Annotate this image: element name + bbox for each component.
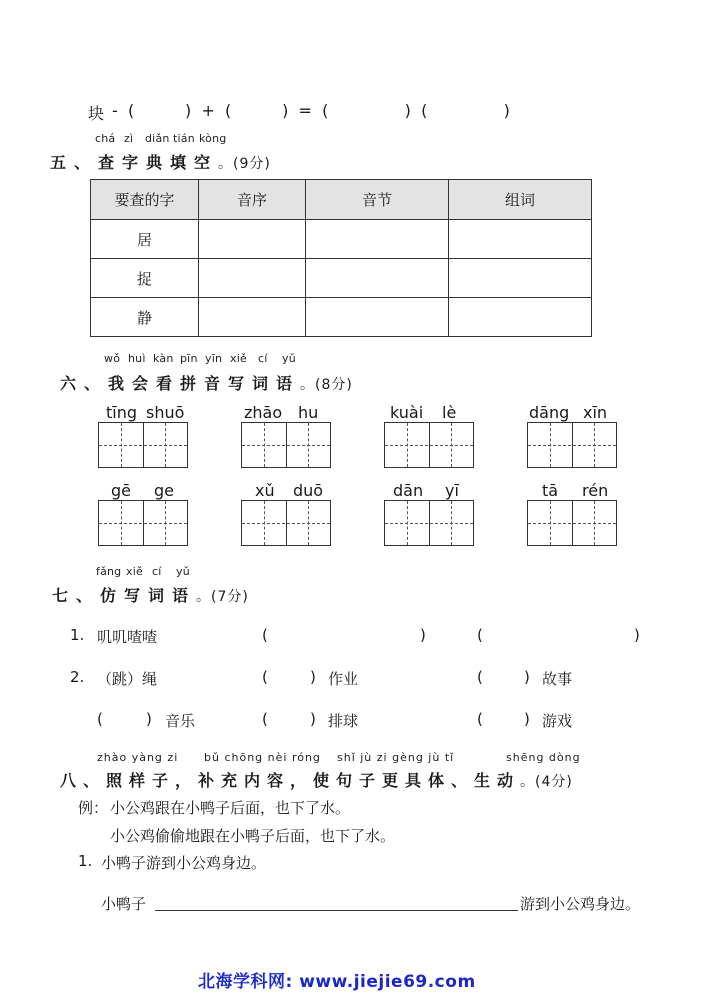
word-pinyin: lè	[442, 403, 457, 422]
s7-q2-example: （跳）绳	[97, 670, 158, 688]
s8-q1-number: 1.	[78, 852, 93, 870]
s8-number: 八、	[60, 771, 107, 790]
word-pinyin: duō	[293, 481, 324, 500]
writing-grid[interactable]	[384, 422, 474, 468]
answer-cell[interactable]	[199, 298, 306, 337]
s7-word: 排球	[328, 712, 359, 730]
paren-open: (	[97, 710, 103, 728]
s5-pinyin-1: zì	[124, 132, 134, 145]
s8-pinyin-3: shēng dòng	[506, 751, 581, 764]
s8-pinyin-1: bǔ chōng nèi róng	[204, 751, 321, 764]
word-pinyin: xǔ	[255, 481, 275, 500]
s7-word: 游戏	[542, 712, 573, 730]
s7-q1-example: 叽叽喳喳	[97, 628, 158, 646]
paren-close: )	[310, 668, 316, 686]
s6-pinyin-3: pīn	[180, 352, 198, 365]
s8-q1-sentence: 小鸭子游到小公鸡身边。	[101, 854, 267, 872]
writing-grid[interactable]	[98, 500, 188, 546]
word-pinyin: rén	[582, 481, 609, 500]
s6-pinyin-6: cí	[258, 352, 268, 365]
answer-blank-line[interactable]	[155, 910, 518, 911]
s7-word: 音乐	[165, 712, 196, 730]
table-header: 要查的字	[91, 180, 199, 220]
paren-close: )	[310, 710, 316, 728]
example-sentence-2: 小公鸡偷偷地跟在小鸭子后面，也下了水。	[110, 827, 396, 845]
s5-heading	[50, 150, 271, 173]
s5-pinyin-4: kòng	[199, 132, 227, 145]
table-row	[91, 259, 592, 298]
writing-grid[interactable]	[527, 500, 617, 546]
table-cell-char: 捉	[91, 259, 199, 298]
s8-title: 照样子，补充内容，使句子更具体、生动	[106, 771, 521, 790]
paren-open: (	[477, 710, 483, 728]
kuai-char: 块	[88, 104, 105, 123]
s5-title: 查字典填空	[98, 153, 219, 172]
s7-title: 仿写词语	[100, 586, 197, 605]
table-row	[91, 220, 592, 259]
word-pinyin: gē	[111, 481, 131, 500]
paren-close: )	[146, 710, 152, 728]
answer-cell[interactable]	[306, 298, 449, 337]
s7-number: 七、	[52, 586, 101, 605]
paren-close: )	[634, 626, 640, 644]
answer-cell[interactable]	[199, 259, 306, 298]
paren-open: (	[262, 710, 268, 728]
s7-word: 故事	[542, 670, 573, 688]
paren-open: (	[262, 668, 268, 686]
word-pinyin: tā	[542, 481, 559, 500]
s6-pinyin-5: xiě	[230, 352, 247, 365]
s5-number: 五、	[50, 153, 99, 172]
s6-pinyin-0: wǒ	[104, 352, 121, 365]
s7-pinyin-0: fǎng	[96, 565, 122, 578]
word-pinyin: yī	[445, 481, 459, 500]
s5-pinyin-2: diǎn	[145, 132, 170, 145]
s6-title: 我会看拼音写词语	[108, 374, 301, 393]
answer-cell[interactable]	[306, 220, 449, 259]
word-pinyin: dān	[393, 481, 424, 500]
s8-points: 。(4分)	[520, 774, 573, 790]
s7-heading	[52, 583, 249, 606]
footer-watermark: 北海学科网: www.jiejie69.com	[198, 972, 476, 992]
word-pinyin: hu	[298, 403, 319, 422]
s8-heading	[60, 768, 573, 791]
s7-pinyin-3: yǔ	[176, 565, 190, 578]
s7-points: 。(7分)	[196, 589, 249, 605]
s6-pinyin-2: kàn	[153, 352, 174, 365]
word-pinyin: shuō	[146, 403, 185, 422]
answer-cell[interactable]	[449, 259, 592, 298]
paren-open: (	[477, 668, 483, 686]
s6-heading	[60, 371, 353, 394]
paren-open: (	[262, 626, 268, 644]
s5-points: 。(9分)	[218, 156, 271, 172]
table-row	[91, 298, 592, 337]
writing-grid[interactable]	[241, 500, 331, 546]
writing-grid[interactable]	[241, 422, 331, 468]
answer-suffix: 游到小公鸡身边。	[520, 895, 641, 913]
paren-close: )	[524, 668, 530, 686]
paren-close: )	[524, 710, 530, 728]
table-header: 音节	[306, 180, 449, 220]
example-sentence-1: 小公鸡跟在小鸭子后面，也下了水。	[110, 799, 351, 817]
table-cell-char: 居	[91, 220, 199, 259]
answer-cell[interactable]	[306, 259, 449, 298]
s6-pinyin-1: huì	[128, 352, 146, 365]
answer-cell[interactable]	[199, 220, 306, 259]
s7-q2-number: 2.	[70, 668, 85, 686]
s7-pinyin-2: cí	[152, 565, 162, 578]
s5-pinyin-3: tián	[173, 132, 195, 145]
table-header: 组词	[449, 180, 592, 220]
word-pinyin: zhāo	[244, 403, 283, 422]
table-header-row	[91, 180, 592, 220]
word-pinyin: ge	[154, 481, 174, 500]
s8-pinyin-0: zhào yàng zi	[97, 751, 179, 764]
word-pinyin: dāng	[529, 403, 570, 422]
paren-close: )	[420, 626, 426, 644]
table-header: 音序	[199, 180, 306, 220]
s6-pinyin-7: yǔ	[282, 352, 296, 365]
table-cell-char: 静	[91, 298, 199, 337]
kuai-formula: - ( ) + ( ) = ( ) ( )	[112, 101, 510, 120]
writing-grid[interactable]	[98, 422, 188, 468]
answer-cell[interactable]	[449, 298, 592, 337]
answer-cell[interactable]	[449, 220, 592, 259]
answer-prefix: 小鸭子	[101, 895, 147, 913]
s6-number: 六、	[60, 374, 109, 393]
s7-pinyin-1: xiě	[126, 565, 143, 578]
s7-q1-number: 1.	[70, 626, 85, 644]
s6-pinyin-4: yīn	[205, 352, 223, 365]
example-label: 例：	[78, 799, 109, 817]
paren-open: (	[477, 626, 483, 644]
s6-points: 。(8分)	[300, 377, 353, 393]
s8-pinyin-2: shǐ jù zi gèng jù tǐ	[337, 751, 455, 764]
dictionary-table	[90, 179, 592, 337]
writing-grid[interactable]	[384, 500, 474, 546]
word-pinyin: kuài	[390, 403, 424, 422]
s7-word: 作业	[328, 670, 359, 688]
s5-pinyin-0: chá	[95, 132, 116, 145]
word-pinyin: xīn	[583, 403, 608, 422]
writing-grid[interactable]	[527, 422, 617, 468]
word-pinyin: tīng	[106, 403, 138, 422]
